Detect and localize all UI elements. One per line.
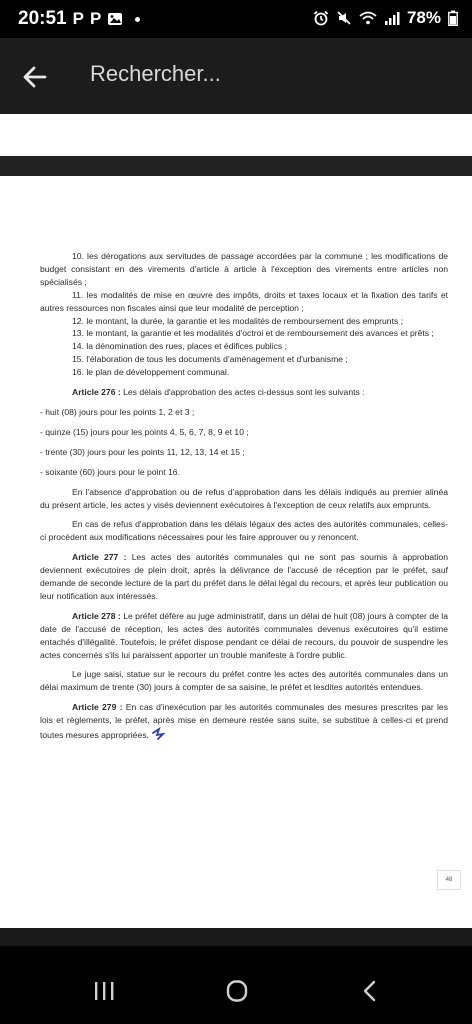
- recent-apps-button[interactable]: [86, 978, 122, 1006]
- status-right: [313, 8, 458, 28]
- arrow-left-icon: [18, 60, 52, 94]
- ink-mark-icon: [151, 727, 165, 741]
- status-left: [18, 8, 140, 30]
- article-276: [40, 386, 448, 399]
- nav-back-icon: [352, 978, 388, 1006]
- status-time: 20:51: [18, 8, 67, 29]
- notification-p-icon: P: [72, 9, 84, 28]
- paragraph-point-10: 10. les dérogations aux servitudes de passage accordées par la commune ; les modifications de budget consistant en des virements d'article à article à l'exception des virements entre articles non spécialisés ;: [40, 251, 448, 287]
- paragraph-point-15: 15. l'élaboration de tous les documents d'aménagement et d'urbanisme ;: [72, 354, 348, 365]
- navigation-bar: [0, 946, 472, 1024]
- app-bar: [0, 38, 472, 114]
- paragraph-point-16: 16. le plan de développement communal.: [72, 367, 230, 378]
- delay-item: - trente (30) jours pour les points 11, 12, 13, 14 et 15 ;: [40, 446, 245, 457]
- back-button[interactable]: [18, 60, 52, 94]
- status-bar: [0, 0, 472, 38]
- article-279-label: Article 279 :: [72, 702, 123, 713]
- gallery-notification-icon: [107, 12, 123, 26]
- recent-apps-icon: [86, 978, 122, 1006]
- home-icon: [219, 978, 255, 1006]
- article-278: [40, 610, 448, 662]
- page-number: 48: [437, 870, 461, 890]
- article-276-label: Article 276 :: [72, 387, 121, 398]
- page-separator: [0, 156, 472, 176]
- article-279-text: En cas d'inexécution par les autorités communales des mesures prescrites par les lois et règlements, le préfet, après mise en demeure restée sans suite, se substitue à celles-ci et prend toutes mesures appropriées.: [40, 702, 448, 741]
- paragraph-juge: Le juge saisi, statue sur le recours du préfet contre les actes des autorités communales dans un délai maximum de trente (30) jours à compter de sa saisine, le préfet et lesdites autorités entendues.: [40, 669, 448, 693]
- document-text: [40, 250, 448, 742]
- article-277-label: Article 277 :: [72, 552, 127, 563]
- wifi-icon: [359, 10, 377, 26]
- nav-back-button[interactable]: [352, 978, 388, 1006]
- paragraph-point-12: 12. le montant, la durée, la garantie et les modalités de remboursement des emprunts ;: [72, 315, 404, 326]
- battery-percent: 78%: [406, 8, 441, 27]
- paragraph-point-13: 13. le montant, la garantie et les modalités d'octroi et de remboursement des avances et prêts ;: [72, 328, 434, 339]
- mute-icon: [336, 10, 352, 26]
- article-278-label: Article 278 :: [72, 610, 121, 621]
- article-279: [40, 701, 448, 742]
- article-277-text: Les actes des autorités communales qui ne sont pas soumis à approbation deviennent exécutoires de plein droit, après la délivrance de l'accusé de réception par le préfet, sauf demande de seconde lecture de la part du préfet dans le délai légal du recours, et après leur publication ou leur notification aux intéressés.: [40, 552, 448, 601]
- delay-item: - soixante (60) jours pour le point 16.: [40, 466, 180, 477]
- page-separator-bottom: [0, 928, 472, 946]
- paragraph-point-11: 11. les modalités de mise en œuvre des impôts, droits et taxes locaux et la fixation des tarifs et autres ressources non fiscales ainsi que leur modalité de perception ;: [40, 289, 448, 313]
- document-viewer[interactable]: [0, 114, 472, 928]
- battery-icon: [448, 10, 458, 26]
- paragraph-absence: En l'absence d'approbation ou de refus d'approbation dans les délais indiqués au premier alinéa du présent article, les actes y visés deviennent exécutoires à l'exception de ceux relatifs aux emprunts.: [40, 486, 448, 510]
- article-276-text: Les délais d'approbation des actes ci-dessus sont les suivants :: [120, 387, 365, 398]
- article-278-text: Le préfet défère au juge administratif, dans un délai de huit (08) jours à compter de la date de l'accusé de réception, les actes des autorités communales devenus exécutoires qu'il estime entachés d'illégalité. Toutefois, le préfet dispose pendant ce délai de recours, du pouvoir de suspendre les actes concernés s'ils lui paraissent apporter un trouble manifeste à l'ordre public.: [40, 610, 448, 660]
- paragraph-refus: En cas de refus d'approbation dans les délais légaux des actes des autorités communales, celles-ci procèdent aux modifications nécessaires pour les faire approuver ou y renoncent.: [40, 519, 448, 543]
- article-277: [40, 551, 448, 603]
- notification-p-icon: P: [89, 9, 102, 28]
- delay-item: - huit (08) jours pour les points 1, 2 et 3 ;: [40, 406, 195, 417]
- previous-page-end: [0, 114, 472, 156]
- search-title[interactable]: Rechercher...: [90, 61, 221, 86]
- paragraph-point-14: 14. la dénomination des rues, places et édifices publics ;: [72, 341, 287, 352]
- delay-item: - quinze (15) jours pour les points 4, 5, 6, 7, 8, 9 et 10 ;: [40, 426, 249, 437]
- alarm-icon: [313, 10, 329, 26]
- home-button[interactable]: [219, 978, 255, 1006]
- more-notifications-dot: [135, 17, 140, 22]
- signal-icon: [384, 11, 400, 25]
